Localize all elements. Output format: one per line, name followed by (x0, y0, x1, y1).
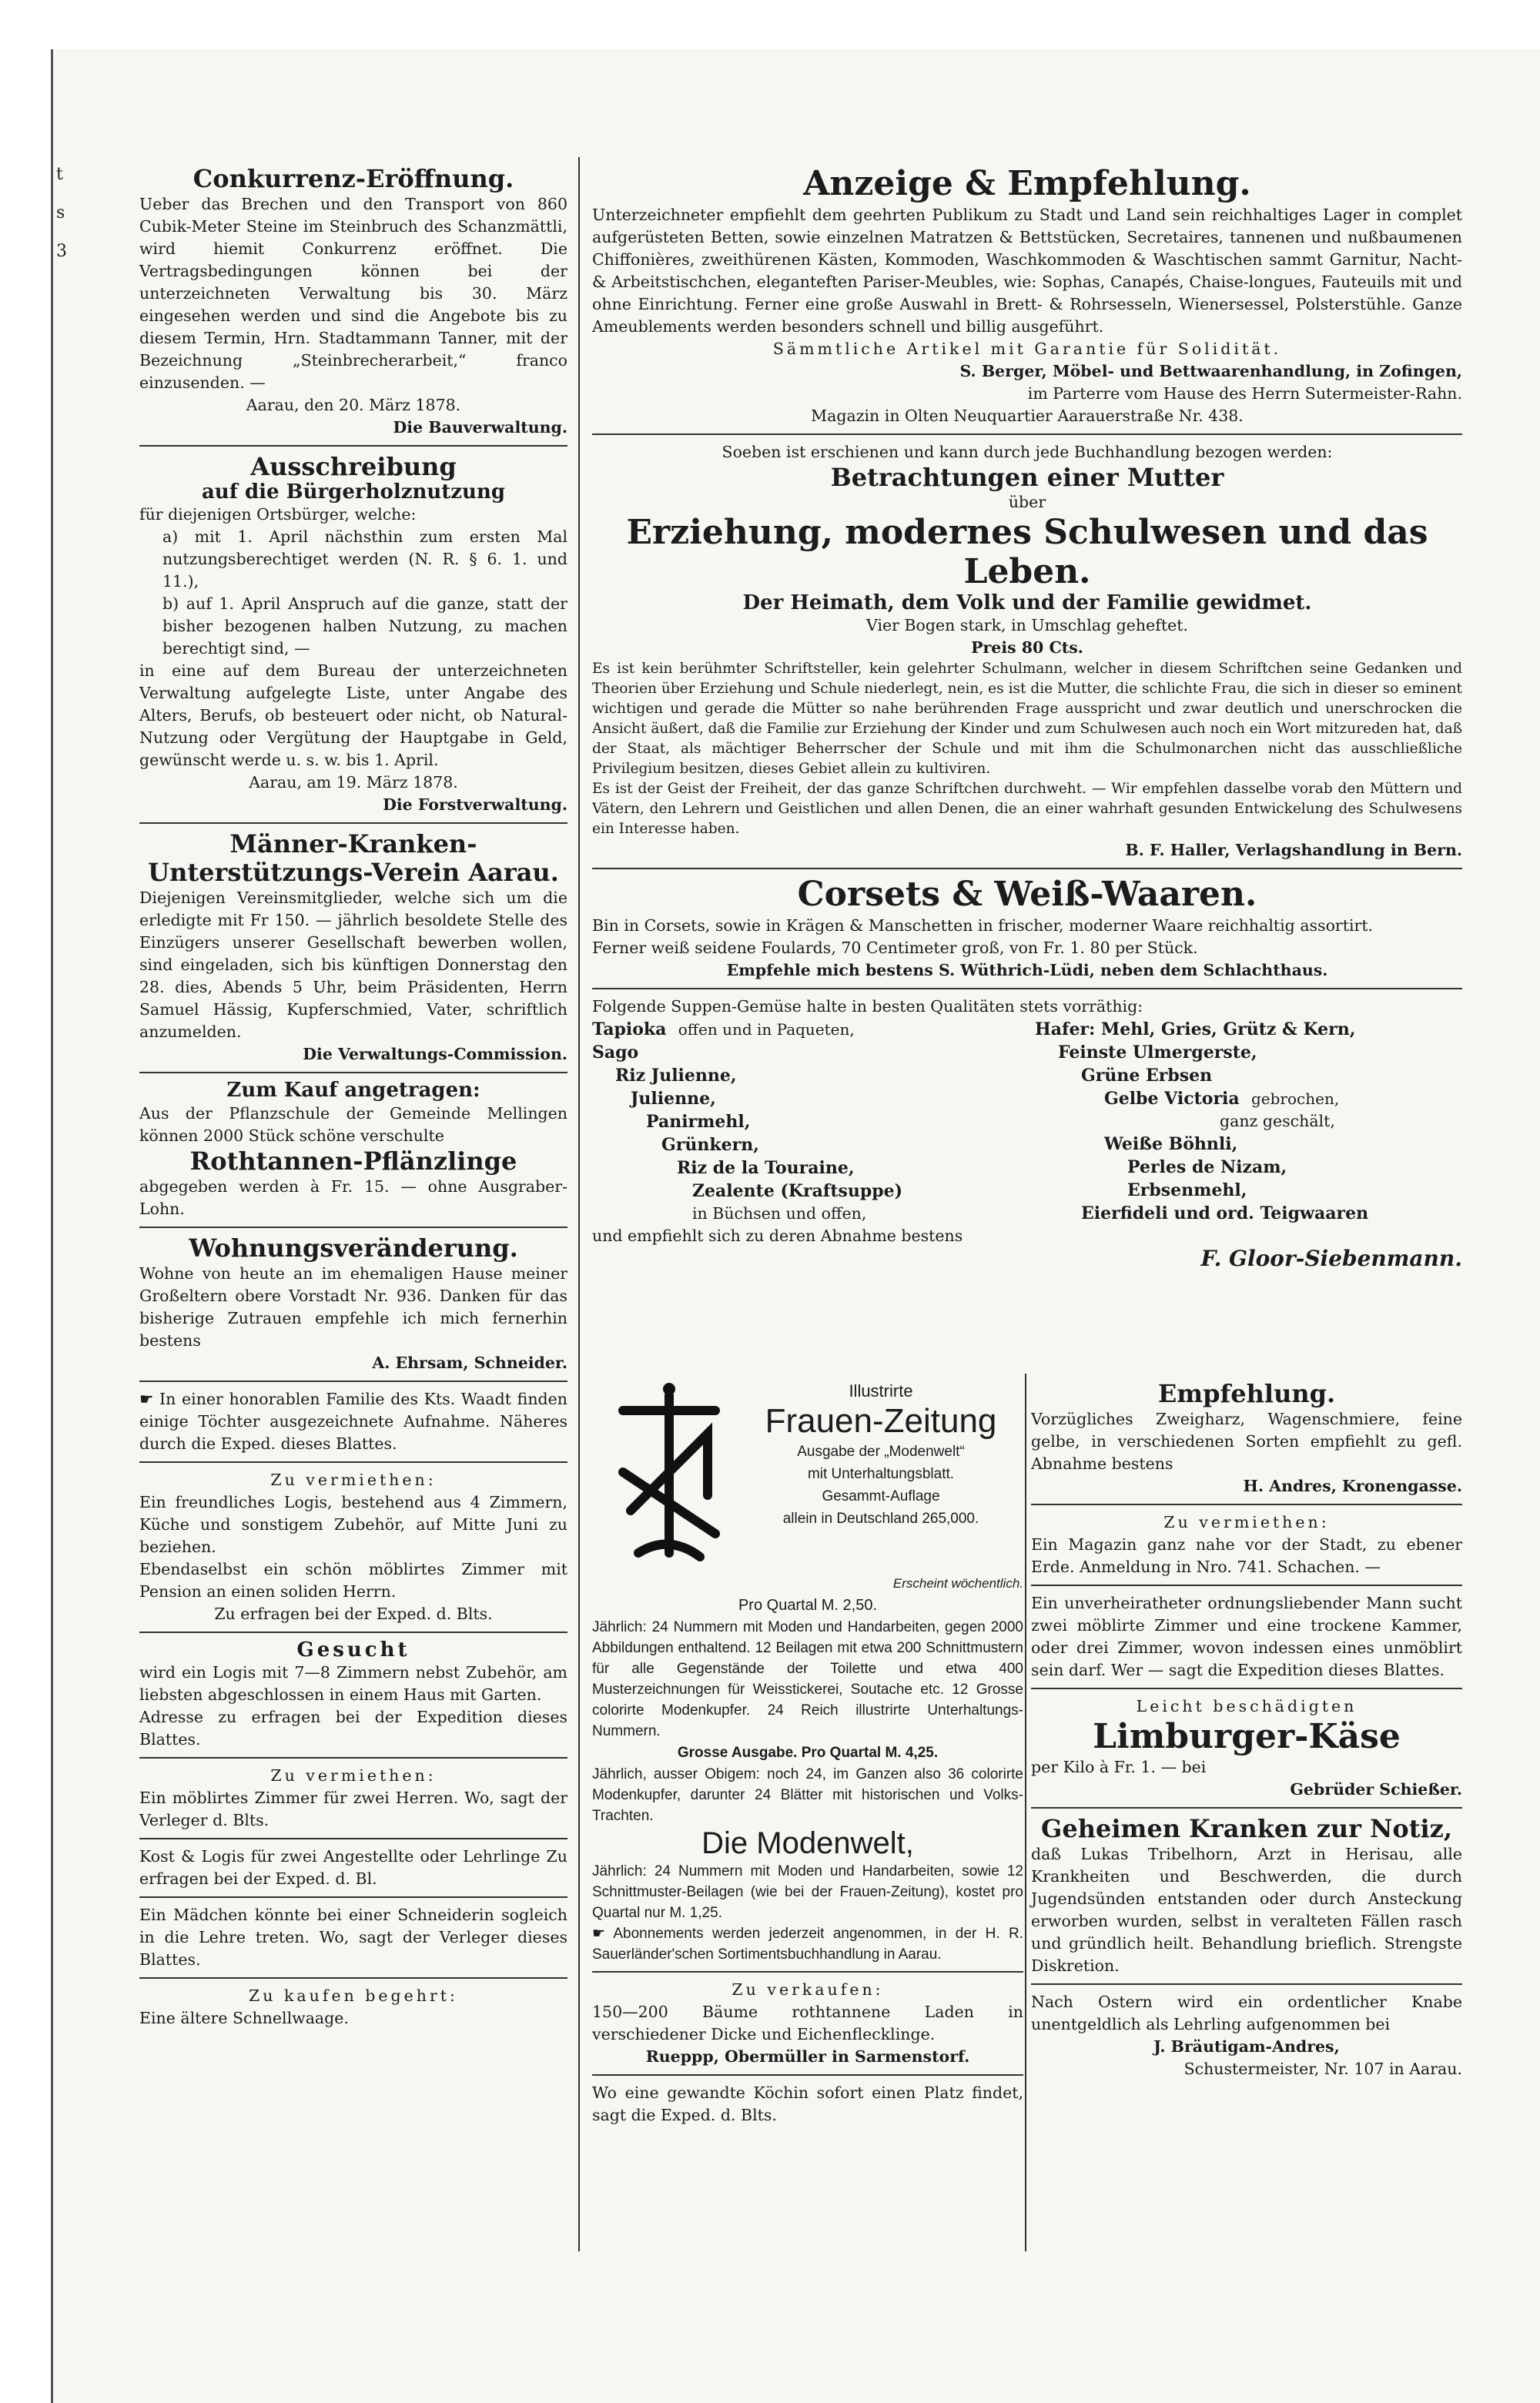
ad-signature: Die Forstverwaltung. (383, 795, 567, 815)
ad-signature: B. F. Haller, Verlagshandlung in Bern. (1125, 841, 1462, 860)
column-rule (1025, 1374, 1026, 2251)
list-item: Zealente (Kraftsuppe) (692, 1181, 903, 1202)
mw-body: Jährlich: 24 Nummern mit Moden und Handarbeiten, sowie 12 Schnittmuster-Beilagen (wie bei der Frauen-Zeitung), kostet pro Quartal nur M. 1,25. (592, 1863, 1023, 1921)
divider (592, 988, 1462, 989)
ad-signature: H. Andres, Kronengasse. (1243, 1476, 1462, 1495)
ad-body: Bin in Corsets, sowie in Krägen & Manschetten in frischer, moderner Waare reichhaltig assortirt. (592, 916, 1374, 935)
column-rule (578, 157, 580, 2251)
list-note: ganz geschält, (1220, 1112, 1335, 1131)
pointing-hand-icon: ☛ (592, 1926, 614, 1942)
list-note: in Büchsen und offen, (692, 1204, 867, 1223)
edge-mark: s (56, 203, 65, 223)
ad-body: und empfiehlt sich zu deren Abnahme bestens (592, 1227, 963, 1246)
ad-signature: A. Ehrsam, Schneider. (372, 1353, 567, 1372)
ad-body: Vier Bogen stark, in Umschlag geheftet. (866, 616, 1188, 635)
fz-header (592, 1380, 1023, 1572)
fz-gross: Grosse Ausgabe. Pro Quartal M. 4,25. (677, 1745, 939, 1761)
divider (1031, 1688, 1462, 1689)
ad-intro: für diejenigen Ortsbürger, welche: (139, 505, 417, 524)
ad-familie (139, 1388, 567, 1455)
ad-item: a) mit 1. April nächsthin zum ersten Mal nutzungsberechtiget werden (N. R. § 6. 1. und 11.), (162, 527, 567, 591)
divider (139, 1632, 567, 1633)
ad-title: Gesucht (296, 1638, 410, 1662)
ad-title: Anzeige & Empfehlung. (803, 164, 1251, 203)
divider (139, 1977, 567, 1979)
ad-title: Ausschreibung (250, 451, 457, 481)
divider (139, 1757, 567, 1759)
ad-body: Ein Magazin ganz nahe vor der Stadt, zu ebener Erde. Anmeldung in Nro. 741. Schachen. — (1031, 1535, 1462, 1576)
ad-body: Diejenigen Vereinsmitglieder, welche sich um die erledigte mit Fr 150. — jährlich besoldete Stelle des Einzügers unserer Gesellschaft bewerben wollen, sind eingeladen, sich bis künftigen Donnerstag den 28. dies, Abends 5 Uhr, beim Präsidenten, Herrn Samuel Hässig, Kupferschmied, Vater, schriftlich anzumelden. (139, 889, 567, 1042)
ad-title: Empfehlung. (1157, 1379, 1336, 1408)
list-item: Perles de Nizam, (1127, 1157, 1287, 1178)
divider (592, 2074, 1023, 2076)
ad-title: Zu vermiethen: (270, 1766, 437, 1786)
fz-head-text (738, 1380, 1023, 1530)
ad-body: Ein freundliches Logis, bestehend aus 4 Zimmern, Küche und sonstigem Zubehör, auf Mitte Juni zu beziehen. (139, 1492, 567, 1556)
column-left (139, 165, 567, 2030)
fz-gross-body: Jährlich, ausser Obigem: noch 24, im Ganzen also 36 colorirte Modenkupfer, darunter 24 Blätter mit historischen und Volks-Trachten. (592, 1766, 1023, 1824)
ad-vermiethen-1 (139, 1469, 567, 1625)
ad-title: Erziehung, modernes Schulwesen und das Leben. (626, 513, 1428, 591)
ad-signature: F. Gloor-Siebenmann. (1200, 1246, 1462, 1272)
ad-signature: S. Berger, Möbel- und Bettwaarenhandlung, in Zofingen, (959, 361, 1462, 380)
ad-title: Zu verkaufen: (732, 1980, 884, 1999)
divider (592, 868, 1462, 869)
ad-body: Magazin in Olten Neuquartier Aarauerstraße Nr. 438. (811, 406, 1244, 425)
divider (139, 1461, 567, 1463)
ad-body: Wo eine gewandte Köchin sofort einen Platz findet, sagt die Exped. d. Blts. (592, 2083, 1023, 2124)
ad-signature: Die Verwaltungs-Commission. (303, 1045, 567, 1064)
ad-maedchen (139, 1904, 567, 1971)
list-item: Tapioka offen und in Paqueten, (592, 1019, 855, 1040)
ad-title: Corsets & Weiß-Waaren. (797, 875, 1257, 915)
ad-title: Zu vermiethen: (270, 1470, 437, 1489)
ad-price: Preis 80 Cts. (971, 638, 1083, 658)
ad-highlight: Rothtannen-Pflänzlinge (189, 1146, 517, 1176)
divider (139, 1227, 567, 1228)
ad-intro: Soeben ist erschienen und kann durch jede Buchhandlung bezogen werden: (721, 442, 1333, 461)
list-item: Sago (592, 1043, 639, 1063)
ad-title: Betrachtungen einer Mutter (830, 462, 1224, 492)
ad-body: Ein unverheiratheter ordnungsliebender Mann sucht zwei möblirte Zimmer und eine trockene Kammer, oder drei Zimmer, wovon indessen eines unmöblirt sein darf. Wer — sagt die Expedition dieses Blattes. (1031, 1593, 1462, 1679)
ad-body: Zu erfragen bei der Exped. d. Blts. (214, 1604, 493, 1623)
ad-body: in eine auf dem Bureau der unterzeichneten Verwaltung aufgelegte Liste, unter Angabe des Alters, Berufs, ob besteuert oder nicht, ob Natural-Nutzung oder Vergütung der Hauptgabe in Geld, gewünscht werde u. s. w. bis 1. April. (139, 661, 567, 770)
ad-body: Kost & Logis für zwei Angestellte oder Lehrlinge Zu erfragen bei der Exped. d. Bl. (139, 1847, 567, 1889)
ad-item: b) auf 1. April Anspruch auf die ganze, statt der bisher bezogenen halben Nutzung, zu machen berechtigt sind, — (162, 594, 567, 658)
ad-corsets (592, 875, 1462, 982)
ad-title: Zum Kauf angetragen: (226, 1079, 480, 1103)
ad-body: Adresse zu erfragen bei der Expedition dieses Blattes. (139, 1708, 567, 1749)
ad-body: wird ein Logis mit 7—8 Zimmern nebst Zubehör, am liebsten abgeschlossen in einem Haus mit Garten. (139, 1663, 567, 1705)
ad-body: Es ist kein berühmter Schriftsteller, kein gelehrter Schulmann, welcher in diesem Schriftchen seine Gedanken und Theorien über Erziehung und Schule niederlegt, nein, es ist die Mutter, die schlichte Frau, die sich in dieser so eminent wichtigen und gerade die Mütter so nahe berührenden Frage ausspricht und zwar deutlich und unerschrocken die Ansicht äußert, daß die Familie zur Erziehung der Kinder und zum Schulwesen auch noch ein Wort mitzureden hat, daß der Staat, als mächtiger Beherrscher der Schule und mit ihm die Schulmonarchen nicht das ausschließliche Privilegium besitzen, dieses Gebiet allein zu kultiviren. (592, 661, 1462, 778)
column-lower-right (1031, 1380, 1462, 2080)
ad-title: Zu vermiethen: (1163, 1512, 1330, 1531)
divider (1031, 1983, 1462, 1985)
list-item: Gelbe Victoria gebrochen, (1104, 1089, 1340, 1109)
divider (139, 1072, 567, 1073)
ad-body: Vorzügliches Zweigharz, Wagenschmiere, feine gelbe, in verschiedenen Sorten empfiehlt zu gefl. Abnahme bestens (1031, 1409, 1462, 1473)
ad-body: 150—200 Bäume rothtannene Laden in verschiedener Dicke und Eichenflecklinge. (592, 2003, 1023, 2043)
ad-body: abgegeben werden à Fr. 15. — ohne Ausgraber-Lohn. (139, 1176, 567, 1218)
ad-kicker: Leicht beschädigten (1136, 1696, 1358, 1715)
fz-sub: Ausgabe der „Modenwelt“ (797, 1444, 965, 1460)
divider (1031, 1807, 1462, 1809)
ad-body: Aus der Pflanzschule der Gemeinde Mellingen können 2000 Stück schöne verschulte (139, 1103, 567, 1145)
list-item: Eierfideli und ord. Teigwaaren (1081, 1203, 1369, 1224)
ad-title: Conkurrenz-Eröffnung. (192, 164, 514, 193)
fz-kicker: Illustrirte (849, 1381, 913, 1401)
ad-gesucht (139, 1639, 567, 1752)
ad-date: Aarau, am 19. März 1878. (249, 773, 458, 792)
ad-body: Es ist der Geist der Freiheit, der das ganze Schriftchen durchweht. — Wir empfehlen dasselbe vorab den Müttern und Vätern, den Lehrern und Geistlichen und allen Denen, die an einer wahrhaft gesunden Entwickelung des Schulwesens ein Interesse haben. (592, 781, 1462, 838)
ad-title: Geheimen Kranken zur Notiz, (1041, 1814, 1452, 1844)
list-item: Julienne, (631, 1089, 716, 1109)
ad-signature: Die Bauverwaltung. (393, 417, 567, 437)
ad-body: Ferner weiß seidene Foulards, 70 Centimeter groß, von Fr. 1. 80 per Stück. (592, 939, 1198, 958)
suppen-lists (592, 1018, 1462, 1225)
column-lower-middle (592, 1380, 1023, 2127)
ad-date: Aarau, den 20. März 1878. (246, 395, 461, 414)
ad-anzeige (592, 165, 1462, 427)
ad-body: per Kilo à Fr. 1. — bei (1031, 1758, 1207, 1777)
ad-body: Nach Ostern wird ein ordentlicher Knabe unentgeldlich als Lehrling aufgenommen bei (1031, 1993, 1462, 2034)
edge-mark: t (56, 165, 63, 184)
divider (139, 1838, 567, 1839)
ad-subtitle: auf die Bürgerholznutzung (201, 480, 506, 504)
list-item: Grüne Erbsen (1081, 1066, 1213, 1086)
divider (1031, 1585, 1462, 1586)
fz-sub: allein in Deutschland 265,000. (782, 1511, 979, 1527)
list-item: Riz de la Touraine, (677, 1158, 855, 1179)
ad-maenner (139, 830, 567, 1066)
fz-monogram-icon (608, 1380, 731, 1565)
ad-signature: Gebrüder Schießer. (1290, 1780, 1462, 1799)
fz-price: Pro Quartal M. 2,50. (738, 1597, 878, 1614)
ad-title: Männer-Kranken-Unterstützungs-Verein Aarau. (148, 829, 559, 888)
list-item: Panirmehl, (646, 1112, 751, 1133)
ad-intro: Folgende Suppen-Gemüse halte in besten Qualitäten stets vorräthig: (592, 997, 1143, 1016)
mw-title: Die Modenwelt, (701, 1826, 914, 1860)
ad-body-text: In einer honorablen Familie des Kts. Waadt finden einige Töchter ausgezeichnete Aufnahme. Näheres durch die Exped. dieses Blattes. (139, 1389, 567, 1453)
list-item: Erbsenmehl, (1127, 1180, 1247, 1201)
ad-signature: im Parterre vom Hause des Herrn Sutermeister-Rahn. (1027, 383, 1462, 403)
suppen-left (592, 1018, 1019, 1225)
ad-subtitle: Der Heimath, dem Volk und der Familie gewidmet. (742, 591, 1312, 614)
ad-body: Ein Mädchen könnte bei einer Schneiderin sogleich in die Lehre treten. Wo, sagt der Verleger dieses Blattes. (139, 1906, 567, 1970)
ad-body: Sämmtliche Artikel mit Garantie für Solidität. (772, 339, 1282, 358)
ad-body: daß Lukas Tribelhorn, Arzt in Herisau, alle Krankheiten und Beschwerden, die durch Jugendsünden entstanden oder durch Ansteckung erworben wurden, selbst in veralteten Fällen rasch und gründlich heilt. Behandlung brieflich. Strengste Diskretion. (1031, 1845, 1462, 1976)
ad-kauf (139, 1079, 567, 1220)
divider (592, 433, 1462, 435)
mw-abo (592, 1923, 1023, 1965)
ad-title: Zu kaufen begehrt: (249, 1986, 458, 2006)
ad-body: Ueber das Brechen und den Transport von 860 Cubik-Meter Steine im Steinbruch des Schanzmättli, wird hiemit Conkurrenz eröffnet. Die Vertragsbedingungen können bei der unterzeichneten Verwaltung bis 30. März eingesehen werden und sind die Angebote bis zu diesem Termin, Hrn. Stadtammann Tanner, mit der Bezeichnung „Steinbrecherarbeit,“ franco einzusenden. — (139, 194, 567, 392)
list-item: Feinste Ulmergerste, (1058, 1043, 1257, 1063)
ad-betrachtungen (592, 441, 1462, 862)
ad-signature: Empfehle mich bestens S. Wüthrich-Lüdi, neben dem Schlachthaus. (726, 961, 1328, 980)
ad-wohnung (139, 1234, 567, 1374)
mw-abo-text: Abonnements werden jederzeit angenommen, in der H. R. Sauerländer'schen Sortimentsbuchhandlung in Aarau. (592, 1926, 1023, 1963)
edge-mark: 3 (56, 242, 67, 261)
ad-body: über (1008, 493, 1046, 512)
fz-weekly: Erscheint wöchentlich. (892, 1576, 1023, 1591)
ad-body: Wohne von heute an im ehemaligen Hause meiner Großeltern obere Vorstadt Nr. 936. Danken für das bisherige Zutrauen empfehle ich mich fernerhin bestens (139, 1263, 567, 1350)
divider (139, 445, 567, 447)
ad-title: Wohnungsveränderung. (189, 1233, 518, 1263)
divider (592, 1971, 1023, 1973)
divider (139, 822, 567, 824)
ad-suppen (592, 996, 1462, 1270)
list-item: Grünkern, (661, 1135, 759, 1156)
ad-title: Limburger-Käse (1093, 1716, 1401, 1756)
list-item: Riz Julienne, (615, 1066, 737, 1086)
ad-kost (139, 1846, 567, 1890)
ad-body: Ein möblirtes Zimmer für zwei Herren. Wo, sagt der Verleger d. Blts. (139, 1789, 567, 1830)
divider (1031, 1504, 1462, 1505)
fz-body: Jährlich: 24 Nummern mit Moden und Handarbeiten, gegen 2000 Abbildungen enthaltend. 12 Beilagen mit etwa 200 Schnittmustern für alle Gegenstände der Toilette und etwa 400 Musterzeichnungen für Weisstickerei, Soutache etc. 12 Grosse colorirte Modenkupfer. 24 Reich illustrirte Unterhaltungs-Nummern. (592, 1619, 1023, 1739)
ad-body: Eine ältere Schnellwaage. (139, 2009, 349, 2028)
ad-body: Unterzeichneter empfiehlt dem geehrten Publikum zu Stadt und Land sein reichhaltiges Lager in complet aufgerüsteten Betten, sowie einzelnen Matratzen & Bettstücken, Secretaires, tannenen und nußbaumenen Chiffonières, zweithürenen Kästen, Kommoden, Waschkommoden & Waschtischen sammt Garnitur, Nacht- & Arbeitstischchen, eleganteften Pariser-Meubles, wie: Sophas, Canapés, Chaise-longues, Fauteuils mit und ohne Einrichtung. Ferner eine große Auswahl in Brett- & Rohrsesseln, Wienersessel, Polsterstühle. Ganze Ameublements werden besonders schnell und billig ausgeführt. (592, 205, 1462, 336)
list-item: Weiße Böhnli, (1104, 1134, 1238, 1155)
fz-title: Frauen-Zeitung (765, 1402, 997, 1440)
newspaper-page (51, 49, 1540, 2403)
pointing-hand-icon: ☛ (139, 1389, 160, 1408)
ad-signature: J. Bräutigam-Andres, (1153, 2037, 1340, 2057)
ad-kaufen (139, 1985, 567, 2030)
divider (139, 1896, 567, 1898)
ad-body: Ebendaselbst ein schön möblirtes Zimmer mit Pension an einen soliden Herrn. (139, 1559, 567, 1601)
ad-signature: Rueppp, Obermüller in Sarmenstorf. (645, 2047, 970, 2066)
ad-ausschreibung (139, 453, 567, 817)
ad-konkurrenz (139, 165, 567, 439)
divider (139, 1381, 567, 1382)
suppen-right (1035, 1018, 1462, 1225)
column-right-upper (592, 165, 1462, 1270)
ad-body (139, 1388, 567, 1455)
fz-sub: mit Unterhaltungsblatt. (807, 1466, 955, 1482)
fz-sub: Gesammt-Auflage (822, 1488, 940, 1504)
list-item: Hafer: Mehl, Gries, Grütz & Kern, (1035, 1019, 1356, 1040)
ad-vermiethen-2 (139, 1765, 567, 1832)
ad-signature: Schustermeister, Nr. 107 in Aarau. (1183, 2060, 1462, 2079)
